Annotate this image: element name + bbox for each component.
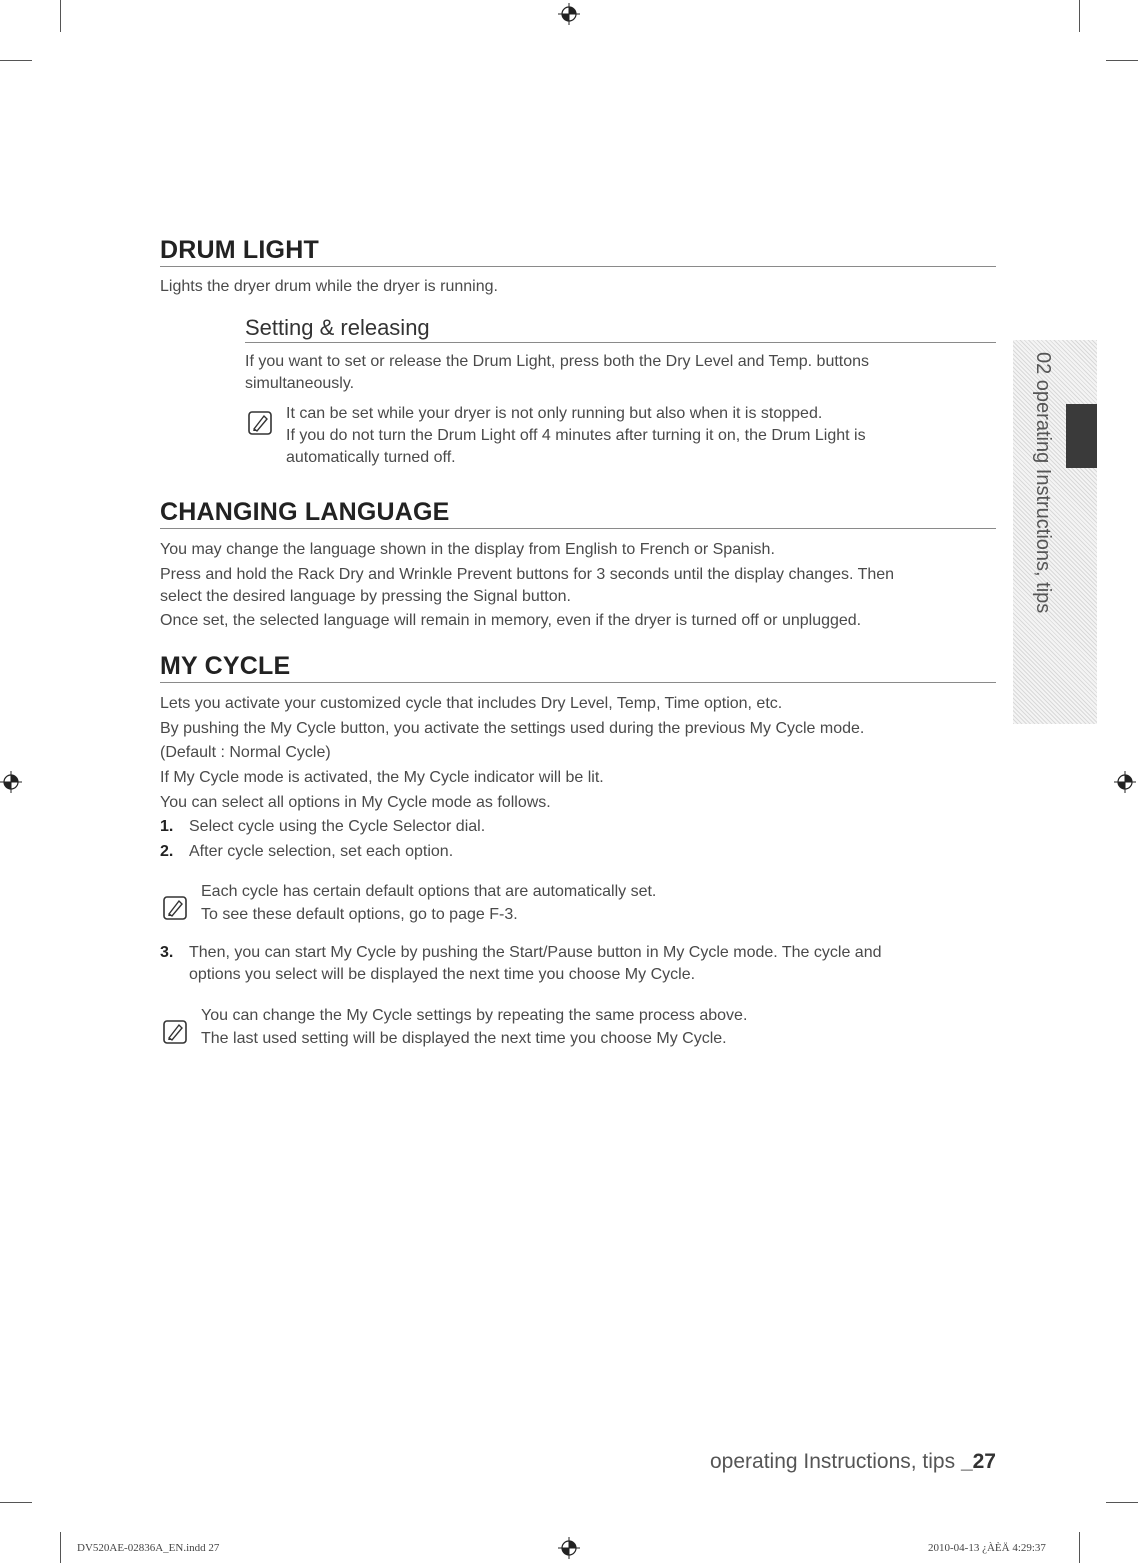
crop-mark xyxy=(60,0,61,32)
section-title-changing-language: CHANGING LANGUAGE xyxy=(160,498,996,529)
print-slug-right: 2010-04-13 ¿ÀÈÄ 4:29:37 xyxy=(928,1542,1046,1554)
registration-mark-icon xyxy=(558,3,580,25)
step-number: 1. xyxy=(160,818,174,835)
drum-light-note: automatically turned off. xyxy=(286,449,456,466)
crop-mark xyxy=(1079,1532,1080,1563)
my-cycle-note: Each cycle has certain default options that are automatically set. xyxy=(201,883,657,900)
my-cycle-text: You can select all options in My Cycle mode as follows. xyxy=(160,794,551,811)
step-text: options you select will be displayed the next time you choose My Cycle. xyxy=(189,966,696,983)
note-icon xyxy=(162,1019,188,1045)
step-text: Select cycle using the Cycle Selector dial. xyxy=(189,818,486,835)
step-number: 3. xyxy=(160,944,174,961)
crop-mark xyxy=(1079,0,1080,32)
registration-mark-icon xyxy=(0,771,22,793)
drum-light-note: If you do not turn the Drum Light off 4 minutes after turning it on, the Drum Light is xyxy=(286,427,866,444)
drum-light-note: It can be set while your dryer is not only running but also when it is stopped. xyxy=(286,405,823,422)
my-cycle-text: Lets you activate your customized cycle that includes Dry Level, Temp, Time option, etc. xyxy=(160,695,783,712)
side-tab-marker xyxy=(1066,404,1097,468)
subsection-title-setting-releasing: Setting & releasing xyxy=(245,315,996,343)
crop-mark xyxy=(1106,1502,1138,1503)
drum-light-intro: Lights the dryer drum while the dryer is running. xyxy=(160,278,498,295)
my-cycle-text: By pushing the My Cycle button, you activate the settings used during the previous My Cycle mode. xyxy=(160,720,865,737)
page-footer xyxy=(600,1450,996,1474)
registration-mark-icon xyxy=(1114,771,1136,793)
drum-light-body: simultaneously. xyxy=(245,375,355,392)
my-cycle-note: To see these default options, go to page F-3. xyxy=(201,906,518,923)
crop-mark xyxy=(60,1532,61,1563)
note-icon xyxy=(247,410,273,436)
footer-section-label: operating Instructions, tips xyxy=(709,1450,961,1473)
changing-language-text: Once set, the selected language will remain in memory, even if the dryer is turned off or unplugged. xyxy=(160,612,862,629)
section-title-drum-light: DRUM LIGHT xyxy=(160,236,996,267)
note-icon xyxy=(162,895,188,921)
step-text: After cycle selection, set each option. xyxy=(189,843,454,860)
changing-language-text: You may change the language shown in the display from English to French or Spanish. xyxy=(160,541,775,558)
my-cycle-note: You can change the My Cycle settings by repeating the same process above. xyxy=(201,1007,748,1024)
drum-light-body: If you want to set or release the Drum Light, press both the Dry Level and Temp. buttons xyxy=(245,353,870,370)
side-tab-label: 02 operating Instructions, tips xyxy=(1032,352,1054,614)
my-cycle-text: If My Cycle mode is activated, the My Cycle indicator will be lit. xyxy=(160,769,604,786)
step-text: Then, you can start My Cycle by pushing the Start/Pause button in My Cycle mode. The cycle and xyxy=(189,944,882,961)
crop-mark xyxy=(1106,60,1138,61)
registration-mark-icon xyxy=(558,1537,580,1559)
print-slug-left: DV520AE-02836A_EN.indd 27 xyxy=(77,1542,220,1554)
crop-mark xyxy=(0,60,32,61)
section-title-my-cycle: MY CYCLE xyxy=(160,652,996,683)
page-number: _27 xyxy=(960,1450,996,1473)
changing-language-text: select the desired language by pressing the Signal button. xyxy=(160,588,571,605)
my-cycle-note: The last used setting will be displayed the next time you choose My Cycle. xyxy=(201,1030,727,1047)
changing-language-text: Press and hold the Rack Dry and Wrinkle Prevent buttons for 3 seconds until the display changes. Then xyxy=(160,566,895,583)
my-cycle-text: (Default : Normal Cycle) xyxy=(160,744,331,761)
crop-mark xyxy=(0,1502,32,1503)
step-number: 2. xyxy=(160,843,174,860)
